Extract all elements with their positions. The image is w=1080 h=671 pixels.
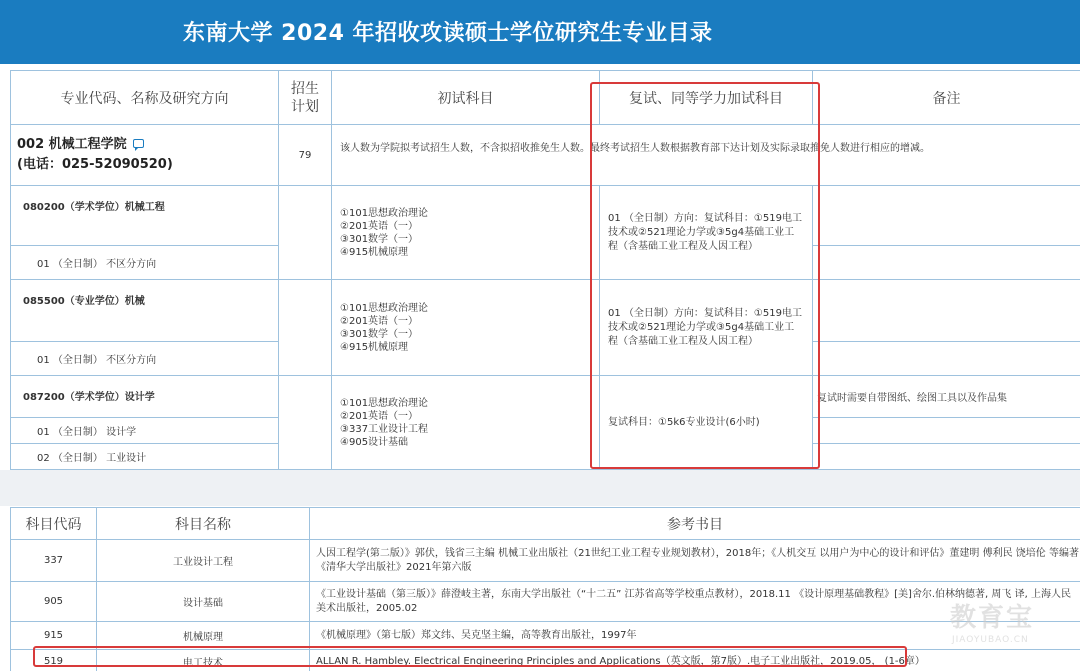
reference-books: 人因工程学(第二版）》郭伏，钱省三主编 机械工业出版社（21世纪工业工程专业规划教材），2018年；《人机交互 以用户为中心的设计和评估》董建明 傅利民 饶培伦 等编著《清华大学出版社》2021年第六版 — [310, 540, 1080, 582]
retest-subjects: 复试科目：①5k6专业设计(6小时) — [600, 376, 813, 470]
retest-subjects: 01 （全日制）方向：复试科目：①519电工技术或②521理论力学或③5g4基础工业工程（含基础工业工程及人因工程） — [600, 280, 813, 376]
subject-name: 机械原理 — [97, 622, 310, 650]
subject-code: 905 — [11, 582, 97, 622]
page-header — [0, 0, 1080, 64]
col-header-note: 备注 — [813, 71, 1080, 125]
subject-item: ①101思想政治理论 — [340, 397, 429, 409]
subject-name: 设计基础 — [97, 582, 310, 622]
direction-label: 02 （全日制） 工业设计 — [11, 444, 279, 470]
subject-item: ③337工业设计工程 — [340, 423, 429, 435]
subject-name: 电工技术 — [97, 650, 310, 671]
subject-item: ④915机械原理 — [340, 341, 409, 353]
col-header-code: 科目代码 — [11, 508, 97, 540]
college-cell — [11, 125, 279, 186]
highlight-box-retest-column — [590, 82, 820, 469]
college-row — [11, 125, 1080, 186]
college-quota: 79 — [279, 125, 332, 186]
highlight-box-row-519 — [33, 646, 907, 667]
major-title: 085500（专业学位）机械 — [11, 280, 279, 342]
direction-note — [813, 418, 1080, 444]
subject-item: ②201英语（一） — [340, 220, 419, 232]
watermark-text: 教育宝 — [950, 603, 1035, 633]
major-title: 087200（学术学位）设计学 — [11, 376, 279, 418]
comment-icon[interactable] — [133, 139, 144, 148]
college-name: 002 机械工程学院 — [17, 137, 127, 152]
subject-item: ②201英语（一） — [340, 410, 419, 422]
watermark-logo — [950, 597, 1070, 657]
subject-code: 337 — [11, 540, 97, 582]
subject-item: ②201英语（一） — [340, 315, 419, 327]
major-row — [11, 186, 1080, 246]
subject-item: ③301数学（一） — [340, 233, 419, 245]
subject-code: 519 — [11, 650, 97, 671]
subject-item: ①101思想政治理论 — [340, 302, 429, 314]
major-note — [813, 186, 1080, 246]
major-quota-cell — [279, 186, 332, 280]
subject-code: 915 — [11, 622, 97, 650]
retest-subjects: 01 （全日制）方向：复试科目：①519电工技术或②521理论力学或③5g4基础工业工程（含基础工业工程及人因工程） — [600, 186, 813, 280]
col-header-major: 专业代码、名称及研究方向 — [11, 71, 279, 125]
col-header-retest: 复试、同等学力加试科目 — [600, 71, 813, 125]
table-row — [11, 582, 1080, 622]
col-header-initial-exam: 初试科目 — [332, 71, 600, 125]
watermark-url: JIAOYUBAO.CN — [952, 635, 1029, 645]
major-row — [11, 376, 1080, 418]
subject-item: ③301数学（一） — [340, 328, 419, 340]
page-title: 东南大学 2024 年招收攻读硕士学位研究生专业目录 — [183, 21, 713, 46]
col-header-quota — [279, 71, 332, 125]
col-header-quota-text: 招生 计划 — [291, 80, 319, 115]
major-title: 080200（学术学位）机械工程 — [11, 186, 279, 246]
direction-note — [813, 246, 1080, 280]
major-note: 复试时需要自带图纸、绘图工具以及作品集 — [813, 376, 1080, 418]
section-gap — [0, 470, 1080, 506]
catalog-table — [10, 70, 1080, 470]
reference-books: 《机械原理》（第七版）郑文纬、吴克坚主编，高等教育出版社，1997年 — [310, 622, 1080, 650]
direction-label: 01 （全日制） 设计学 — [11, 418, 279, 444]
major-quota-cell — [279, 280, 332, 376]
col-header-books: 参考书目 — [310, 508, 1080, 540]
major-note — [813, 280, 1080, 342]
initial-exam-subjects — [332, 280, 600, 376]
major-row — [11, 280, 1080, 342]
subject-item: ④915机械原理 — [340, 246, 409, 258]
direction-note — [813, 444, 1080, 470]
reference-header-row — [11, 508, 1080, 540]
college-phone: (电话：025-52090520) — [17, 157, 173, 172]
direction-note — [813, 342, 1080, 376]
reference-books: ALLAN R. Hambley. Electrical Engineering Principles and Applications（英文版，第7版）.电子工业出版社，2019.05， (1-6章） — [310, 650, 1080, 671]
initial-exam-subjects — [332, 376, 600, 470]
catalog-header-row — [11, 71, 1080, 125]
subject-item: ①101思想政治理论 — [340, 207, 429, 219]
initial-exam-subjects — [332, 186, 600, 280]
col-header-name: 科目名称 — [97, 508, 310, 540]
college-note: 该人数为学院拟考试招生人数，不含拟招收推免生人数。最终考试招生人数根据教育部下达计划及实际录取推免人数进行相应的增减。 — [332, 125, 1080, 186]
direction-label: 01 （全日制） 不区分方向 — [11, 342, 279, 376]
reference-books: 《工业设计基础（第三版）》薛澄岐主著，东南大学出版社（“十二五” 江苏省高等学校重点教材），2018.11 《设计原理基础教程》[美]舍尔.伯林纳德著, 周飞 译, 上海人民美术出版社，2005.02 — [310, 582, 1080, 622]
table-row — [11, 540, 1080, 582]
subject-item: ④905设计基础 — [340, 436, 409, 448]
major-quota-cell — [279, 376, 332, 470]
subject-name: 工业设计工程 — [97, 540, 310, 582]
direction-label: 01 （全日制） 不区分方向 — [11, 246, 279, 280]
